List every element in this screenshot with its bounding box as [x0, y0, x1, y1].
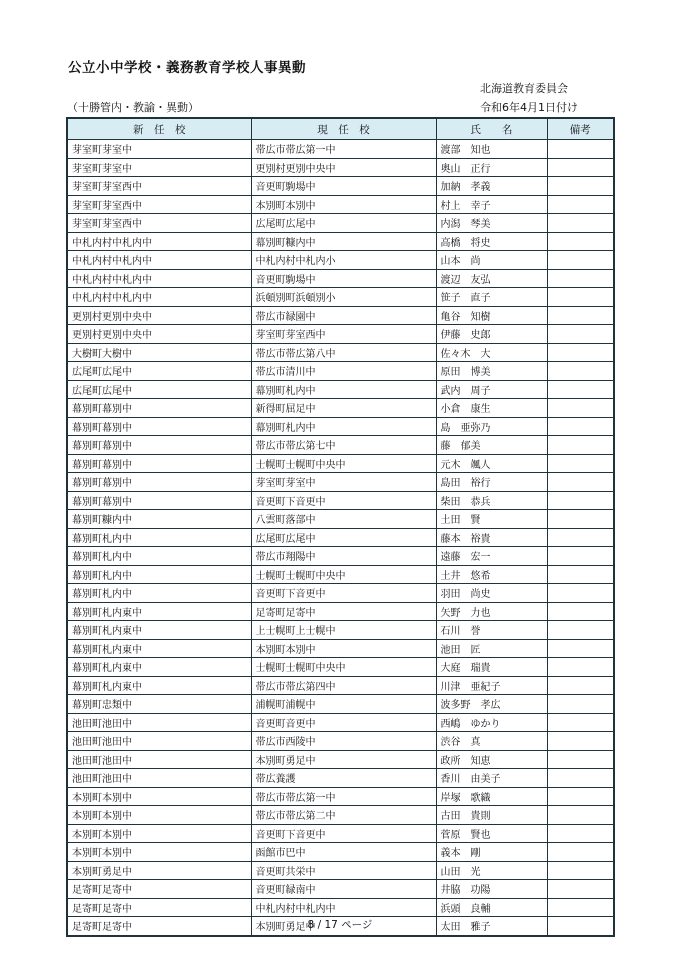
cell-name: 柴田 恭兵: [436, 491, 547, 510]
cell-name: 井脇 功陽: [436, 880, 547, 899]
cell-new-school: 中札内村中札内中: [67, 251, 251, 270]
cell-remarks: [547, 158, 614, 177]
cell-remarks: [547, 658, 614, 677]
cell-new-school: 池田町池田中: [67, 732, 251, 751]
cell-current-school: 音更町共栄中: [251, 861, 436, 880]
table-row: [67, 713, 614, 732]
table-row: [67, 251, 614, 270]
cell-new-school: 幕別町札内中: [67, 547, 251, 566]
cell-name: 政所 知恵: [436, 750, 547, 769]
col-header-name: 氏 名: [436, 118, 547, 140]
table-header-row: [67, 118, 614, 140]
table-row: [67, 177, 614, 196]
cell-name: 藤本 裕貴: [436, 528, 547, 547]
category-label: （十勝管内・教諭・異動）: [67, 101, 199, 114]
effective-date-label: 令和6年4月1日付け: [480, 101, 578, 114]
cell-new-school: 幕別町札内中: [67, 584, 251, 603]
cell-current-school: 中札内村中札内小: [251, 251, 436, 270]
table-row: [67, 787, 614, 806]
cell-new-school: 本別町本別中: [67, 787, 251, 806]
cell-remarks: [547, 621, 614, 640]
table-row: [67, 861, 614, 880]
cell-current-school: 音更町下音更中: [251, 491, 436, 510]
cell-new-school: 芽室町芽室中: [67, 158, 251, 177]
cell-new-school: 幕別町忠類中: [67, 695, 251, 714]
cell-name: 笹子 直子: [436, 288, 547, 307]
cell-current-school: 新得町屈足中: [251, 399, 436, 418]
cell-name: 奥山 正行: [436, 158, 547, 177]
cell-new-school: 広尾町広尾中: [67, 362, 251, 381]
table-row: [67, 436, 614, 455]
cell-name: 山田 光: [436, 861, 547, 880]
cell-remarks: [547, 769, 614, 788]
cell-new-school: 幕別町幕別中: [67, 399, 251, 418]
cell-name: 亀谷 知樹: [436, 306, 547, 325]
cell-name: 内潟 琴美: [436, 214, 547, 233]
table-row: [67, 695, 614, 714]
table-row: [67, 343, 614, 362]
table-row: [67, 454, 614, 473]
cell-new-school: 足寄町足寄中: [67, 898, 251, 917]
cell-remarks: [547, 602, 614, 621]
table-row: [67, 806, 614, 825]
cell-name: 伊藤 史郎: [436, 325, 547, 344]
table-row: [67, 750, 614, 769]
cell-name: 岸塚 歌織: [436, 787, 547, 806]
cell-current-school: 八雲町落部中: [251, 510, 436, 529]
table-row: [67, 510, 614, 529]
cell-new-school: 幕別町糠内中: [67, 510, 251, 529]
cell-current-school: 帯広養護: [251, 769, 436, 788]
cell-name: 遠藤 宏一: [436, 547, 547, 566]
cell-new-school: 中札内村中札内中: [67, 269, 251, 288]
cell-current-school: 芽室町芽室西中: [251, 325, 436, 344]
cell-name: 元木 颯人: [436, 454, 547, 473]
cell-name: 太田 雅子: [436, 917, 547, 936]
cell-current-school: 帯広市清川中: [251, 362, 436, 381]
cell-remarks: [547, 787, 614, 806]
cell-name: 小倉 康生: [436, 399, 547, 418]
cell-name: 浜頭 良輔: [436, 898, 547, 917]
cell-new-school: 池田町池田中: [67, 769, 251, 788]
page-title: 公立小中学校・義務教育学校人事異動: [68, 60, 306, 76]
cell-remarks: [547, 306, 614, 325]
cell-name: 土田 賢: [436, 510, 547, 529]
table-row: [67, 140, 614, 159]
table-row: [67, 824, 614, 843]
cell-remarks: [547, 473, 614, 492]
cell-current-school: 幕別町糠内中: [251, 232, 436, 251]
cell-current-school: 更別村更別中央中: [251, 158, 436, 177]
table-row: [67, 769, 614, 788]
cell-remarks: [547, 232, 614, 251]
cell-current-school: 士幌町士幌町中央中: [251, 565, 436, 584]
cell-remarks: [547, 454, 614, 473]
cell-current-school: 芽室町芽室中: [251, 473, 436, 492]
col-header-remarks: 備考: [547, 118, 614, 140]
cell-new-school: 広尾町広尾中: [67, 380, 251, 399]
cell-new-school: 本別町本別中: [67, 806, 251, 825]
table-row: [67, 639, 614, 658]
cell-current-school: 音更町音更中: [251, 713, 436, 732]
cell-current-school: 本別町勇足中: [251, 750, 436, 769]
cell-current-school: 帯広市帯広第二中: [251, 806, 436, 825]
cell-remarks: [547, 806, 614, 825]
cell-name: 佐々木 大: [436, 343, 547, 362]
table-row: [67, 399, 614, 418]
cell-remarks: [547, 325, 614, 344]
table-row: [67, 528, 614, 547]
cell-remarks: [547, 288, 614, 307]
cell-new-school: 幕別町幕別中: [67, 417, 251, 436]
cell-name: 矢野 力也: [436, 602, 547, 621]
cell-name: 渋谷 真: [436, 732, 547, 751]
cell-new-school: 本別町本別中: [67, 824, 251, 843]
cell-new-school: 芽室町芽室中: [67, 140, 251, 159]
table-row: [67, 565, 614, 584]
table-row: [67, 658, 614, 677]
cell-current-school: 幕別町札内中: [251, 380, 436, 399]
cell-name: 渡部 知也: [436, 140, 547, 159]
cell-new-school: 幕別町札内東中: [67, 676, 251, 695]
cell-new-school: 幕別町札内東中: [67, 639, 251, 658]
cell-new-school: 本別町勇足中: [67, 861, 251, 880]
cell-new-school: 足寄町足寄中: [67, 917, 251, 936]
table-row: [67, 491, 614, 510]
cell-remarks: [547, 140, 614, 159]
cell-new-school: 本別町本別中: [67, 843, 251, 862]
table-row: [67, 676, 614, 695]
table-row: [67, 843, 614, 862]
cell-current-school: 帯広市帯広第七中: [251, 436, 436, 455]
cell-name: 菅原 賢也: [436, 824, 547, 843]
col-header-new-school: 新 任 校: [67, 118, 251, 140]
cell-remarks: [547, 362, 614, 381]
cell-remarks: [547, 713, 614, 732]
page-number: 8 / 17 ページ: [307, 919, 373, 931]
cell-new-school: 中札内村中札内中: [67, 288, 251, 307]
cell-current-school: 帯広市帯広第四中: [251, 676, 436, 695]
cell-new-school: 更別村更別中央中: [67, 325, 251, 344]
cell-remarks: [547, 695, 614, 714]
cell-name: 川津 亜紀子: [436, 676, 547, 695]
table-row: [67, 214, 614, 233]
cell-new-school: 幕別町幕別中: [67, 454, 251, 473]
cell-new-school: 幕別町幕別中: [67, 436, 251, 455]
cell-current-school: 音更町駒場中: [251, 269, 436, 288]
cell-current-school: 帯広市帯広第一中: [251, 140, 436, 159]
cell-current-school: 幕別町札内中: [251, 417, 436, 436]
cell-new-school: 大樹町大樹中: [67, 343, 251, 362]
cell-new-school: 池田町池田中: [67, 713, 251, 732]
cell-current-school: 足寄町足寄中: [251, 602, 436, 621]
cell-new-school: 芽室町芽室西中: [67, 195, 251, 214]
cell-new-school: 足寄町足寄中: [67, 880, 251, 899]
cell-current-school: 函館市巴中: [251, 843, 436, 862]
cell-remarks: [547, 547, 614, 566]
col-header-current-school: 現 任 校: [251, 118, 436, 140]
table-row: [67, 417, 614, 436]
cell-current-school: 音更町下音更中: [251, 824, 436, 843]
cell-remarks: [547, 565, 614, 584]
cell-remarks: [547, 177, 614, 196]
table-row: [67, 602, 614, 621]
cell-name: 島田 裕行: [436, 473, 547, 492]
cell-new-school: 幕別町札内東中: [67, 621, 251, 640]
table-row: [67, 288, 614, 307]
table-row: [67, 380, 614, 399]
cell-remarks: [547, 510, 614, 529]
table-row: [67, 547, 614, 566]
cell-current-school: 士幌町士幌町中央中: [251, 454, 436, 473]
organization-label: 北海道教育委員会: [480, 82, 568, 95]
cell-name: 島 亜弥乃: [436, 417, 547, 436]
cell-remarks: [547, 676, 614, 695]
table-row: [67, 473, 614, 492]
cell-remarks: [547, 491, 614, 510]
table-row: [67, 195, 614, 214]
cell-name: 古田 貴則: [436, 806, 547, 825]
cell-remarks: [547, 214, 614, 233]
cell-current-school: 中札内村中札内中: [251, 898, 436, 917]
cell-current-school: 帯広市緑園中: [251, 306, 436, 325]
cell-remarks: [547, 417, 614, 436]
cell-name: 香川 由美子: [436, 769, 547, 788]
cell-remarks: [547, 269, 614, 288]
cell-name: 原田 博美: [436, 362, 547, 381]
cell-remarks: [547, 824, 614, 843]
table-row: [67, 898, 614, 917]
cell-remarks: [547, 584, 614, 603]
cell-current-school: 本別町勇足中: [251, 917, 436, 936]
cell-current-school: 音更町下音更中: [251, 584, 436, 603]
cell-name: 加納 孝義: [436, 177, 547, 196]
cell-new-school: 幕別町札内東中: [67, 658, 251, 677]
cell-current-school: 音更町駒場中: [251, 177, 436, 196]
cell-current-school: 本別町本別中: [251, 195, 436, 214]
cell-new-school: 芽室町芽室西中: [67, 214, 251, 233]
cell-name: 山本 尚: [436, 251, 547, 270]
cell-name: 池田 匠: [436, 639, 547, 658]
cell-current-school: 音更町緑南中: [251, 880, 436, 899]
table-row: [67, 232, 614, 251]
cell-current-school: 帯広市西陵中: [251, 732, 436, 751]
cell-remarks: [547, 195, 614, 214]
cell-name: 高橋 将史: [436, 232, 547, 251]
cell-remarks: [547, 436, 614, 455]
cell-name: 渡辺 友弘: [436, 269, 547, 288]
table-row: [67, 269, 614, 288]
cell-remarks: [547, 898, 614, 917]
cell-current-school: 広尾町広尾中: [251, 528, 436, 547]
cell-name: 土井 悠希: [436, 565, 547, 584]
cell-current-school: 帯広市帯広第八中: [251, 343, 436, 362]
cell-current-school: 浦幌町浦幌中: [251, 695, 436, 714]
cell-name: 石川 誉: [436, 621, 547, 640]
table-row: [67, 362, 614, 381]
cell-name: 羽田 尚史: [436, 584, 547, 603]
table-row: [67, 732, 614, 751]
cell-new-school: 幕別町札内中: [67, 565, 251, 584]
table-row: [67, 584, 614, 603]
cell-remarks: [547, 343, 614, 362]
cell-name: 藤 郁美: [436, 436, 547, 455]
cell-new-school: 幕別町札内中: [67, 528, 251, 547]
cell-remarks: [547, 880, 614, 899]
cell-new-school: 芽室町芽室西中: [67, 177, 251, 196]
cell-new-school: 幕別町幕別中: [67, 473, 251, 492]
cell-remarks: [547, 399, 614, 418]
table-row: [67, 306, 614, 325]
cell-remarks: [547, 861, 614, 880]
cell-remarks: [547, 750, 614, 769]
cell-new-school: 更別村更別中央中: [67, 306, 251, 325]
cell-current-school: 上士幌町上士幌中: [251, 621, 436, 640]
table-row: [67, 325, 614, 344]
cell-name: 村上 幸子: [436, 195, 547, 214]
cell-name: 大庭 瑞貴: [436, 658, 547, 677]
table-row: [67, 621, 614, 640]
cell-name: 西嶋 ゆかり: [436, 713, 547, 732]
cell-new-school: 幕別町札内東中: [67, 602, 251, 621]
cell-remarks: [547, 528, 614, 547]
cell-remarks: [547, 843, 614, 862]
cell-new-school: 池田町池田中: [67, 750, 251, 769]
cell-remarks: [547, 380, 614, 399]
cell-new-school: 幕別町幕別中: [67, 491, 251, 510]
cell-current-school: 広尾町広尾中: [251, 214, 436, 233]
personnel-table: [66, 117, 615, 937]
cell-remarks: [547, 639, 614, 658]
cell-remarks: [547, 251, 614, 270]
table-row: [67, 880, 614, 899]
cell-new-school: 中札内村中札内中: [67, 232, 251, 251]
cell-name: 波多野 孝広: [436, 695, 547, 714]
cell-current-school: 帯広市帯広第一中: [251, 787, 436, 806]
cell-name: 武内 周子: [436, 380, 547, 399]
table-row: [67, 158, 614, 177]
cell-current-school: 士幌町士幌町中央中: [251, 658, 436, 677]
cell-remarks: [547, 732, 614, 751]
cell-current-school: 本別町本別中: [251, 639, 436, 658]
cell-current-school: 帯広市翔陽中: [251, 547, 436, 566]
cell-name: 義本 剛: [436, 843, 547, 862]
cell-current-school: 浜頓別町浜頓別小: [251, 288, 436, 307]
